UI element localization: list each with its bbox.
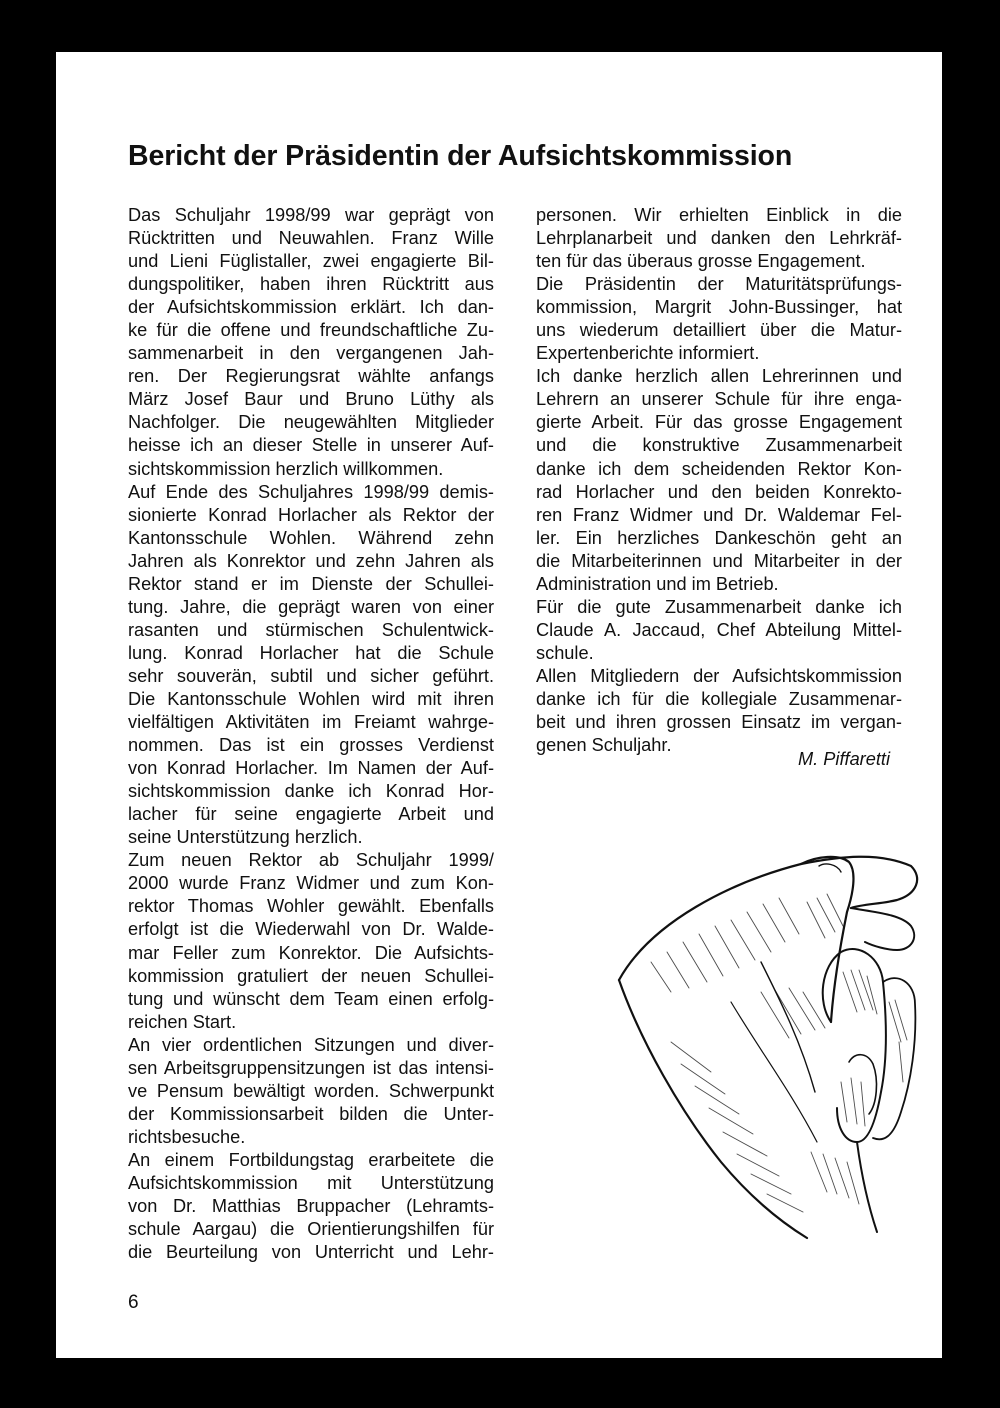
right-column-line: Claude A. Jaccaud, Chef Abteilung Mittel- <box>536 619 902 640</box>
left-column-line: Rektor stand er im Dienste der Schullei- <box>128 573 494 594</box>
left-column-line: sichtskommission herzlich willkommen. <box>128 458 444 479</box>
left-column-line: nommen. Das ist ein grosses Verdienst <box>128 735 494 756</box>
left-column-line: die Beurteilung von Unterricht und Lehr- <box>128 1242 494 1263</box>
left-column-line: vielfältigen Aktivitäten im Freiamt wahrge- <box>128 712 494 733</box>
left-column-line: Kantonsschule Wohlen. Während zehn <box>128 527 494 548</box>
left-column-line: richtsbesuche. <box>128 1126 246 1147</box>
right-column-line: personen. Wir erhielten Einblick in die <box>536 205 902 225</box>
left-column-line: 2000 wurde Franz Widmer und zum Kon- <box>128 873 494 894</box>
right-column-line: danke ich für die kollegiale Zusammenar- <box>536 688 902 709</box>
right-column-line: und die konstruktive Zusammenarbeit <box>536 435 902 456</box>
left-column-line: der Aufsichtskommission erklärt. Ich dan- <box>128 297 494 318</box>
right-column-line: Die Präsidentin der Maturitätsprüfungs- <box>536 274 902 295</box>
right-column-line: genen Schuljahr. <box>536 735 672 756</box>
hand-sketch-icon <box>611 842 921 1252</box>
left-column-line: Das Schuljahr 1998/99 war geprägt von <box>128 205 494 225</box>
left-column-line: Auf Ende des Schuljahres 1998/99 demis- <box>128 481 494 502</box>
left-column-line: sionierte Konrad Horlacher als Rektor der <box>128 504 494 525</box>
left-column-line: ren. Der Regierungsrat wählte anfangs <box>128 366 494 387</box>
left-column-line: Die Kantonsschule Wohlen wird mit ihren <box>128 688 494 709</box>
right-column-line: Lehrplanarbeit und danken den Lehrkräf- <box>536 228 902 249</box>
left-column-line: Jahren als Konrektor und zehn Jahren als <box>128 550 494 571</box>
page-title: Bericht der Präsidentin der Aufsichtskommission <box>128 140 793 172</box>
right-column-line: Für die gute Zusammenarbeit danke ich <box>536 596 902 617</box>
left-column-line: Rücktritten und Neuwahlen. Franz Wille <box>128 228 494 249</box>
signature: M. Piffaretti <box>798 749 890 769</box>
left-column-line: März Josef Baur und Bruno Lüthy als <box>128 389 494 410</box>
left-column-line: und Lieni Füglistaller, zwei engagierte Bil- <box>128 251 494 272</box>
right-column-line: gierte Arbeit. Für das grosse Engagement <box>536 412 902 433</box>
left-column-line: tung und wünscht dem Team einen erfolg- <box>128 988 494 1009</box>
document-page <box>56 52 942 1358</box>
left-column-line: lung. Konrad Horlacher hat die Schule <box>128 642 494 663</box>
right-column-line: ler. Ein herzliches Dankeschön geht an <box>536 527 902 548</box>
left-column-line: schule Aargau) die Orientierungshilfen für <box>128 1219 494 1240</box>
left-column-line: sammenarbeit in den vergangenen Jah- <box>128 343 494 364</box>
left-column-line: tung. Jahre, die geprägt waren von einer <box>128 596 494 617</box>
right-column-line: ten für das überaus grosse Engagement. <box>536 251 866 272</box>
left-column-line: kommission gratuliert der neuen Schullei- <box>128 965 494 986</box>
left-column-line: dungspolitiker, haben ihren Rücktritt aus <box>128 274 494 295</box>
right-column-line: ren Franz Widmer und Dr. Waldemar Fel- <box>536 504 902 525</box>
left-column-line: reichen Start. <box>128 1011 237 1032</box>
right-column-line: danke ich dem scheidenden Rektor Kon- <box>536 458 902 479</box>
left-column-line: An vier ordentlichen Sitzungen und diver- <box>128 1034 494 1055</box>
left-column-line: erfolgt ist die Wiederwahl von Dr. Walde- <box>128 919 494 940</box>
left-column-line: Nachfolger. Die neugewählten Mitglieder <box>128 412 494 433</box>
left-column-line: sehr souverän, subtil und sicher geführt. <box>128 665 494 686</box>
right-text-column <box>536 204 902 757</box>
left-column-line: heisse ich an dieser Stelle in unserer Auf- <box>128 435 494 456</box>
right-column-line: beit und ihren grossen Einsatz im vergan- <box>536 712 902 733</box>
left-column-line: sen Arbeitsgruppensitzungen ist das intensi- <box>128 1057 494 1078</box>
right-column-line: kommission, Margrit John-Bussinger, hat <box>536 297 902 318</box>
left-column-line: ke für die offene und freundschaftliche Zu- <box>128 320 494 341</box>
left-column-line: seine Unterstützung herzlich. <box>128 827 363 848</box>
right-column-line: Allen Mitgliedern der Aufsichtskommission <box>536 665 902 686</box>
right-column-line: Administration und im Betrieb. <box>536 573 779 594</box>
right-column-line: Lehrern an unserer Schule für ihre enga- <box>536 389 902 410</box>
left-column-line: mar Feller zum Konrektor. Die Aufsichts- <box>128 942 494 963</box>
right-column-line: rad Horlacher und den beiden Konrekto- <box>536 481 902 502</box>
left-column-line: lacher für seine engagierte Arbeit und <box>128 804 494 825</box>
left-column-line: von Konrad Horlacher. Im Namen der Auf- <box>128 758 494 779</box>
left-column-line: An einem Fortbildungstag erarbeitete die <box>128 1149 494 1170</box>
right-column-line: Ich danke herzlich allen Lehrerinnen und <box>536 366 902 387</box>
right-column-line: schule. <box>536 642 594 663</box>
right-column-line: uns wiederum detailliert über die Matur- <box>536 320 902 341</box>
right-column-line: die Mitarbeiterinnen und Mitarbeiter in der <box>536 550 902 571</box>
page-number: 6 <box>128 1292 139 1313</box>
right-column-line: Expertenberichte informiert. <box>536 343 760 364</box>
left-column-line: Aufsichtskommission mit Unterstützung <box>128 1172 494 1193</box>
left-column-line: von Dr. Matthias Bruppacher (Lehramts- <box>128 1196 494 1217</box>
left-column-line: Zum neuen Rektor ab Schuljahr 1999/ <box>128 850 494 871</box>
left-text-column <box>128 204 494 1264</box>
left-column-line: der Kommissionsarbeit bilden die Unter- <box>128 1103 494 1124</box>
left-column-line: sichtskommission danke ich Konrad Hor- <box>128 781 494 802</box>
left-column-line: ve Pensum bewältigt worden. Schwerpunkt <box>128 1080 494 1101</box>
left-column-line: rasanten und stürmischen Schulentwick- <box>128 619 494 640</box>
left-column-line: rektor Thomas Wohler gewählt. Ebenfalls <box>128 896 494 917</box>
